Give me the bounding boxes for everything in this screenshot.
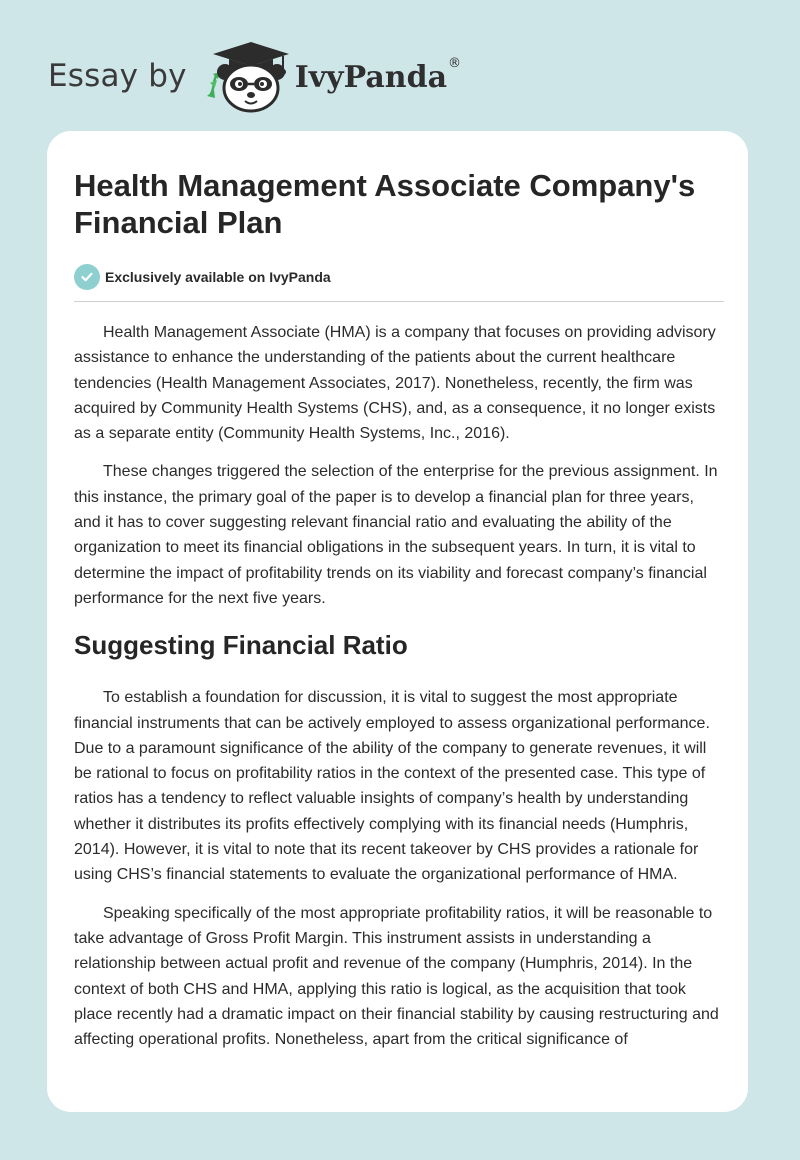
essay-title: Health Management Associate Company's Financial Plan bbox=[74, 168, 696, 240]
brand-text: IvyPanda bbox=[294, 59, 448, 95]
essay-content bbox=[74, 167, 724, 1052]
check-circle-icon bbox=[74, 264, 100, 290]
panda-logo-icon[interactable] bbox=[201, 36, 291, 116]
essay-by-label: Essay by bbox=[48, 58, 187, 94]
divider bbox=[74, 301, 724, 302]
essay-card bbox=[47, 131, 748, 1112]
paragraph: Speaking specifically of the most appropriate profitability ratios, it will be reasonable to take advantage of Gross Profit Margin. This instrument assists in understanding a relationship between actual profit and revenue of the company (Humphris, 2014). In the context of both CHS and HMA, applying this ratio is logical, as the acquisition that took place recently had a dramatic impact on their financial stability by causing restructuring and affecting operational profits. Nonetheless, apart from the critical significance of bbox=[74, 904, 719, 1049]
paragraph: These changes triggered the selection of the enterprise for the previous assignment. In this instance, the primary goal of the paper is to develop a financial plan for three years, and it has to cover suggesting relevant financial ratio and evaluating the ability of the organization to meet its financial obligations in the subsequent years. In turn, it is vital to determine the impact of profitability trends on its viability and forecast company’s financial performance for the next five years. bbox=[74, 463, 718, 607]
section-heading: Suggesting Financial Ratio bbox=[74, 630, 408, 661]
paragraph: To establish a foundation for discussion, it is vital to suggest the most appropriate financial instruments that can be actively employed to assess organizational performance. Due to a paramount significance of the ability of the company to generate revenues, it will be rational to focus on profitability ratios in the context of the presented case. This type of ratios has a tendency to reflect valuable insights of company’s health by understanding whether it distributes its profits effectively complying with its financial needs (Humphris, 2014). However, it is vital to note that its recent takeover by CHS provides a rationale for using CHS’s financial statements to evaluate the organizational performance of HMA. bbox=[74, 689, 710, 884]
paragraph: Health Management Associate (HMA) is a company that focuses on providing advisory assistance to enhance the understanding of the patients about the current healthcare tendencies (Health Management Associates, 2017). Nonetheless, recently, the firm was acquired by Community Health Systems (CHS), and, as a consequence, it no longer exists as a separate entity (Community Health Systems, Inc., 2016). bbox=[74, 324, 716, 443]
site-header bbox=[48, 36, 461, 116]
registered-mark: ® bbox=[448, 55, 462, 71]
exclusive-badge bbox=[74, 264, 724, 290]
brand-name[interactable] bbox=[294, 55, 462, 95]
exclusive-badge-label: Exclusively available on IvyPanda bbox=[105, 269, 331, 285]
